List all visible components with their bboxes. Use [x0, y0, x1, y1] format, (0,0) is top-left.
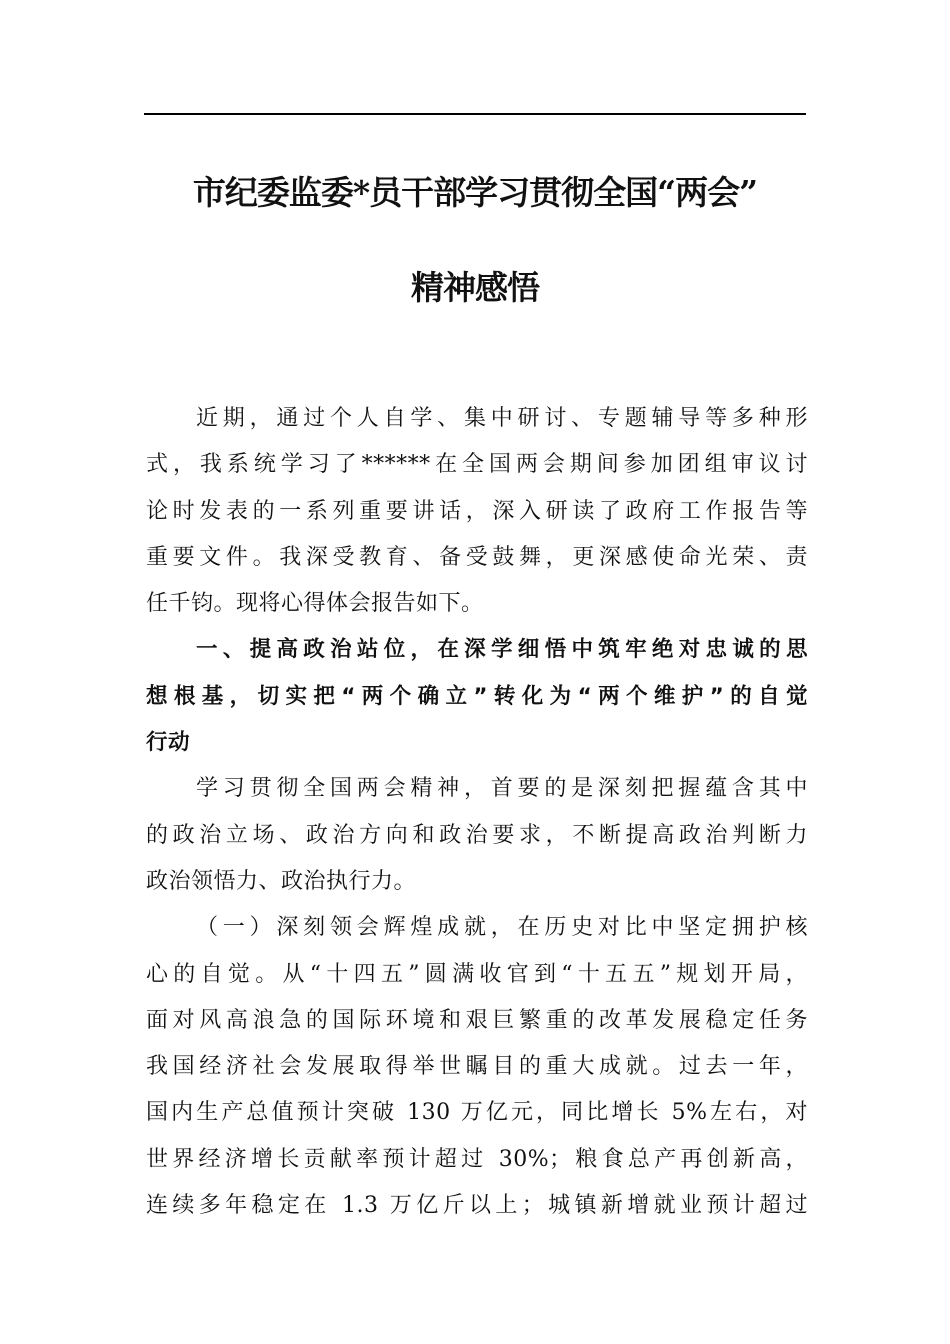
body-line: 近期，通过个人自学、集中研讨、专题辅导等多种形 — [196, 406, 808, 431]
document-title-line-2: 精神感悟 — [411, 268, 539, 307]
body-line: 式，我系统学习了******在全国两会期间参加团组审议讨 — [146, 452, 808, 478]
section-heading-line: 一、提高政治站位，在深学细悟中筑牢绝对忠诚的思 — [196, 637, 808, 663]
document-title-line-1: 市纪委监委*员干部学习贯彻全国“两会” — [192, 173, 758, 212]
section-heading-line: 行动 — [146, 730, 191, 756]
body-line: 我国经济社会发展取得举世瞩目的重大成就。过去一年， — [146, 1054, 808, 1080]
body-line: 世界经济增长贡献率预计超过 30%；粮食总产再创新高， — [146, 1146, 808, 1172]
body-line: 任千钧。现将心得体会报告如下。 — [146, 591, 484, 617]
header-rule — [144, 113, 806, 115]
body-line: 的政治立场、政治方向和政治要求，不断提高政治判断力 — [146, 822, 808, 848]
document-body — [146, 396, 808, 1229]
body-line: （一）深刻领会辉煌成就，在历史对比中坚定拥护核 — [196, 915, 808, 941]
body-line: 政治领悟力、政治执行力。 — [146, 868, 417, 894]
body-line: 心的自觉。从“十四五”圆满收官到“十五五”规划开局， — [146, 961, 808, 987]
body-line: 论时发表的一系列重要讲话，深入研读了政府工作报告等 — [146, 498, 808, 524]
body-line: 连续多年稳定在 1.3 万亿斤以上；城镇新增就业预计超过 — [146, 1193, 808, 1219]
body-line: 学习贯彻全国两会精神，首要的是深刻把握蕴含其中 — [196, 776, 808, 802]
body-line: 重要文件。我深受教育、备受鼓舞，更深感使命光荣、责 — [146, 544, 808, 570]
section-heading-line: 想根基，切实把“两个确立”转化为“两个维护”的自觉 — [146, 683, 808, 709]
body-line: 国内生产总值预计突破 130 万亿元，同比增长 5%左右，对 — [146, 1100, 808, 1126]
body-line: 面对风高浪急的国际环境和艰巨繁重的改革发展稳定任务 — [146, 1007, 808, 1033]
